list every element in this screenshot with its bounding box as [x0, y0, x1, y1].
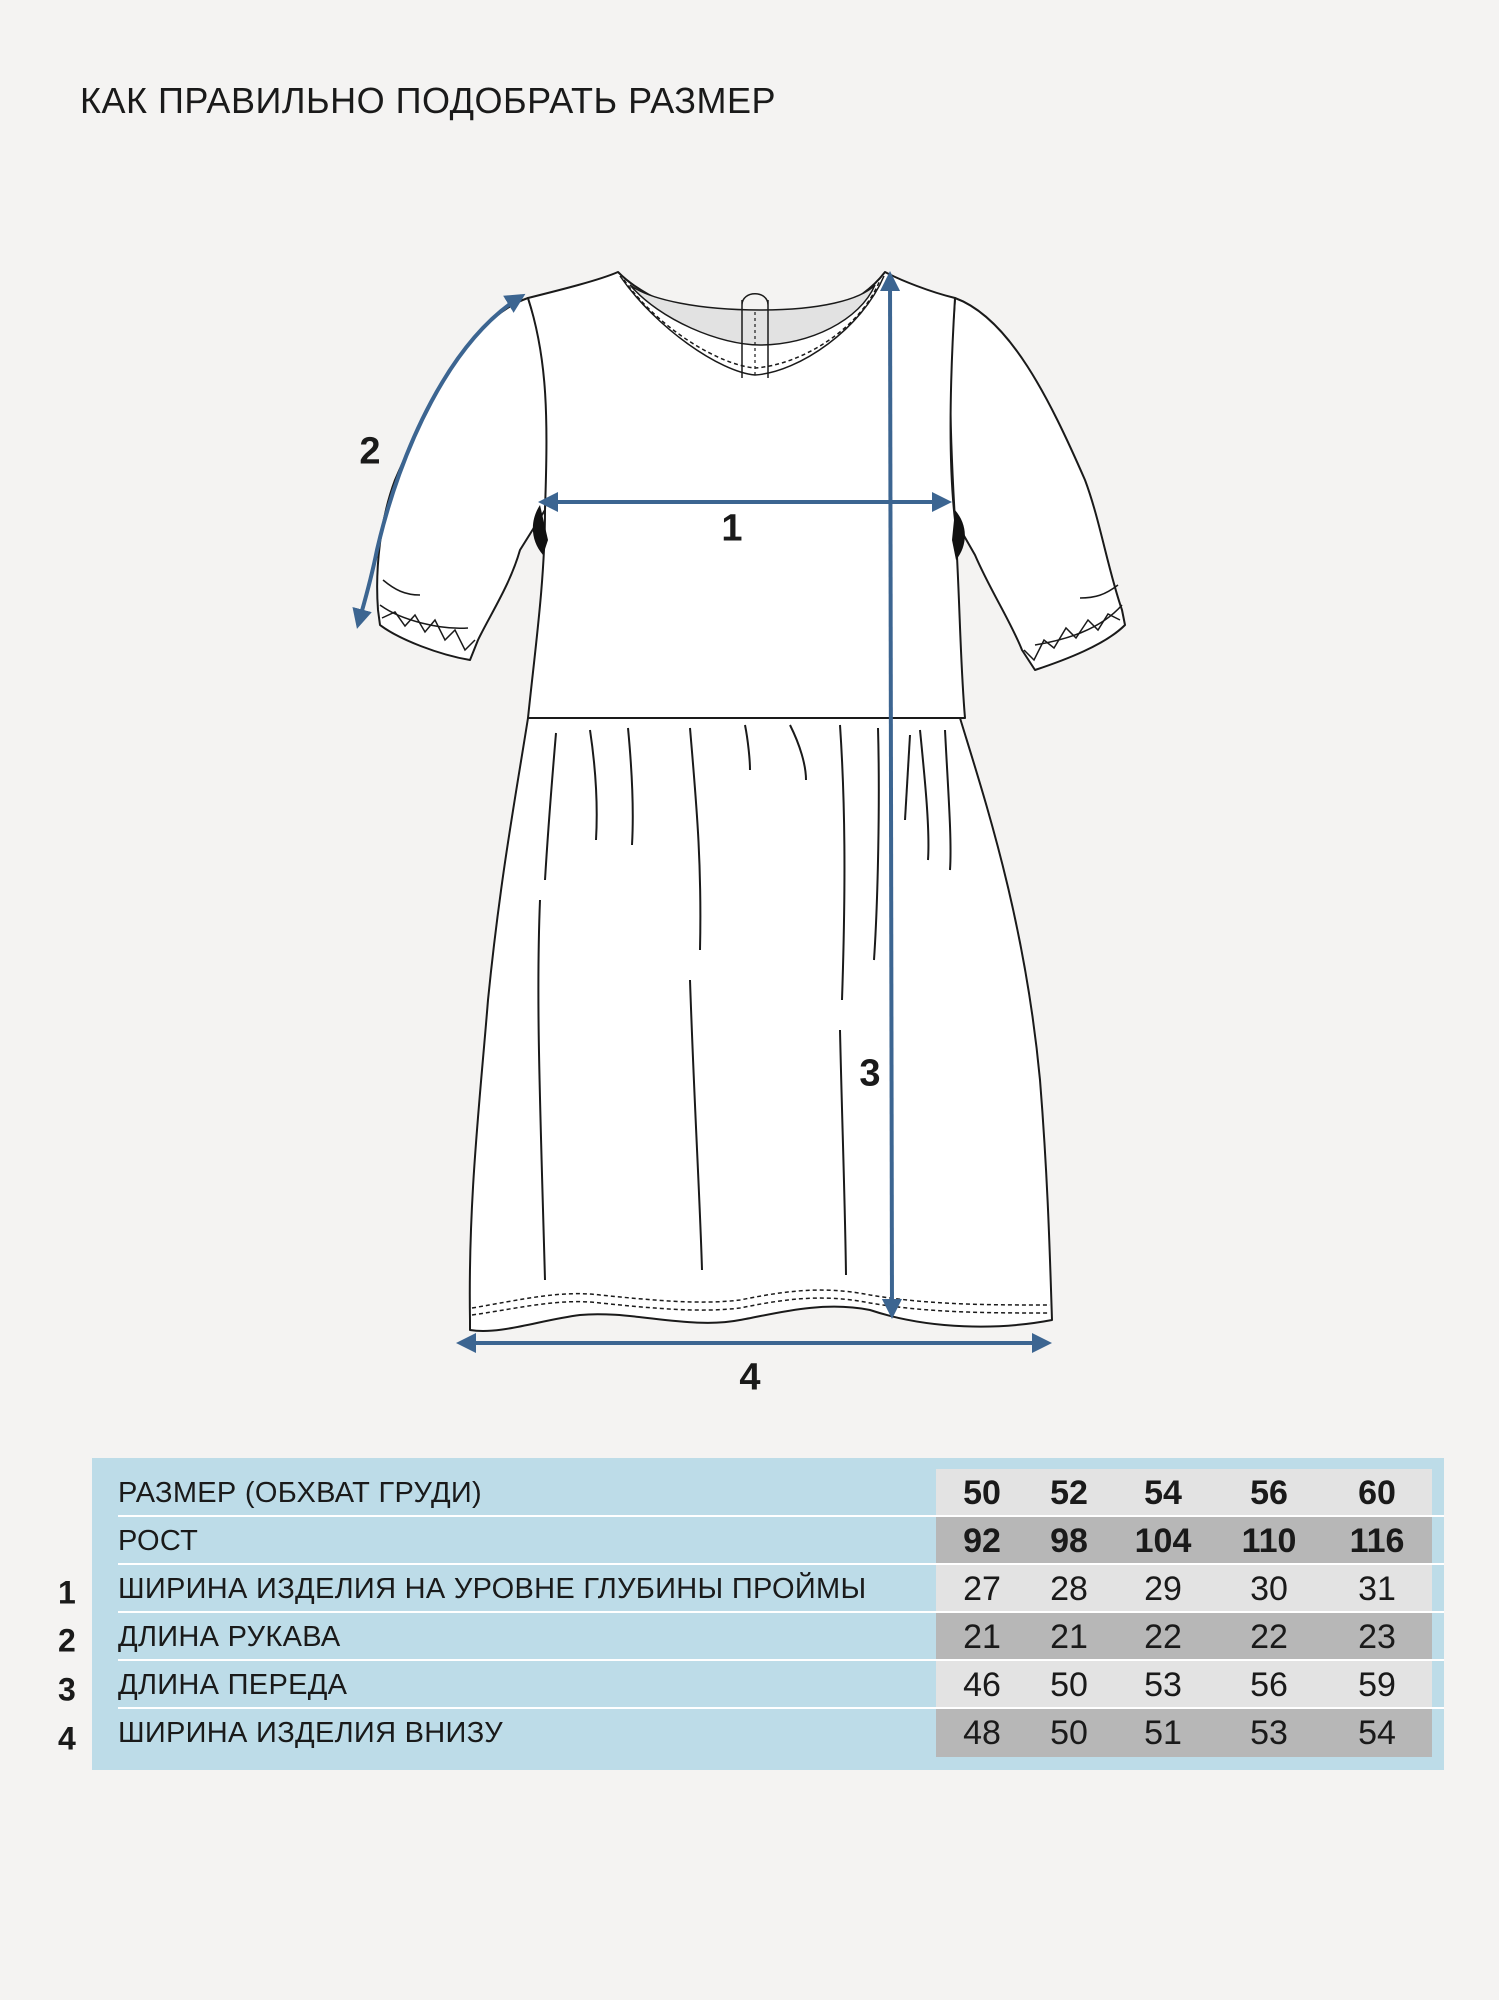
table-row-measure-3: [92, 1661, 1444, 1709]
table-cell: 53: [1110, 1661, 1216, 1709]
table-cell: 59: [1322, 1661, 1432, 1709]
row-label: ШИРИНА ИЗДЕЛИЯ ВНИЗУ: [118, 1717, 503, 1749]
measure-label-4: 4: [739, 1356, 761, 1399]
table-row-measure-1: [92, 1565, 1444, 1613]
row-number-1: 1: [58, 1574, 76, 1611]
table-row-measure-4: [92, 1709, 1444, 1757]
table-cell: 21: [1028, 1613, 1110, 1661]
table-cell: 54: [1322, 1709, 1432, 1757]
table-row-measure-2: [92, 1613, 1444, 1661]
row-label: ДЛИНА ПЕРЕДА: [118, 1669, 348, 1701]
row-number-2: 2: [58, 1622, 76, 1659]
page-title: КАК ПРАВИЛЬНО ПОДОБРАТЬ РАЗМЕР: [80, 80, 777, 121]
table-cell: 21: [936, 1613, 1028, 1661]
table-cell: 27: [936, 1565, 1028, 1613]
table-cell: 28: [1028, 1565, 1110, 1613]
skirt: [470, 718, 1052, 1331]
table-cell: 52: [1028, 1469, 1110, 1517]
table-cell: 54: [1110, 1469, 1216, 1517]
measure-line-3: [890, 275, 892, 1315]
table-cell: 50: [1028, 1661, 1110, 1709]
table-cell: 56: [1216, 1661, 1322, 1709]
table-cell: 98: [1028, 1517, 1110, 1565]
table-cell: 31: [1322, 1565, 1432, 1613]
measure-label-3: 3: [859, 1052, 881, 1095]
table-cell: 56: [1216, 1469, 1322, 1517]
table-row-height: [92, 1517, 1444, 1565]
table-cell: 30: [1216, 1565, 1322, 1613]
measure-label-1: 1: [721, 507, 743, 550]
size-table: [92, 1458, 1444, 1770]
table-row-size: [92, 1469, 1444, 1517]
measure-label-2: 2: [359, 430, 381, 473]
table-cell: 48: [936, 1709, 1028, 1757]
table-cell: 46: [936, 1661, 1028, 1709]
row-number-3: 3: [58, 1671, 76, 1708]
row-label: ДЛИНА РУКАВА: [118, 1621, 341, 1653]
table-cell: 29: [1110, 1565, 1216, 1613]
row-number-4: 4: [58, 1720, 76, 1757]
table-cell: 116: [1322, 1517, 1432, 1565]
row-label: РОСТ: [118, 1525, 199, 1557]
table-cell: 110: [1216, 1517, 1322, 1565]
table-cell: 23: [1322, 1613, 1432, 1661]
table-cell: 53: [1216, 1709, 1322, 1757]
table-cell: 60: [1322, 1469, 1432, 1517]
table-cell: 92: [936, 1517, 1028, 1565]
table-cell: 22: [1216, 1613, 1322, 1661]
table-cell: 104: [1110, 1517, 1216, 1565]
row-label: ШИРИНА ИЗДЕЛИЯ НА УРОВНЕ ГЛУБИНЫ ПРОЙМЫ: [118, 1573, 867, 1605]
table-cell: 50: [936, 1469, 1028, 1517]
table-cell: 51: [1110, 1709, 1216, 1757]
table-cell: 22: [1110, 1613, 1216, 1661]
row-label: РАЗМЕР (ОБХВАТ ГРУДИ): [118, 1477, 482, 1509]
right-sleeve: [950, 298, 1125, 670]
table-cell: 50: [1028, 1709, 1110, 1757]
